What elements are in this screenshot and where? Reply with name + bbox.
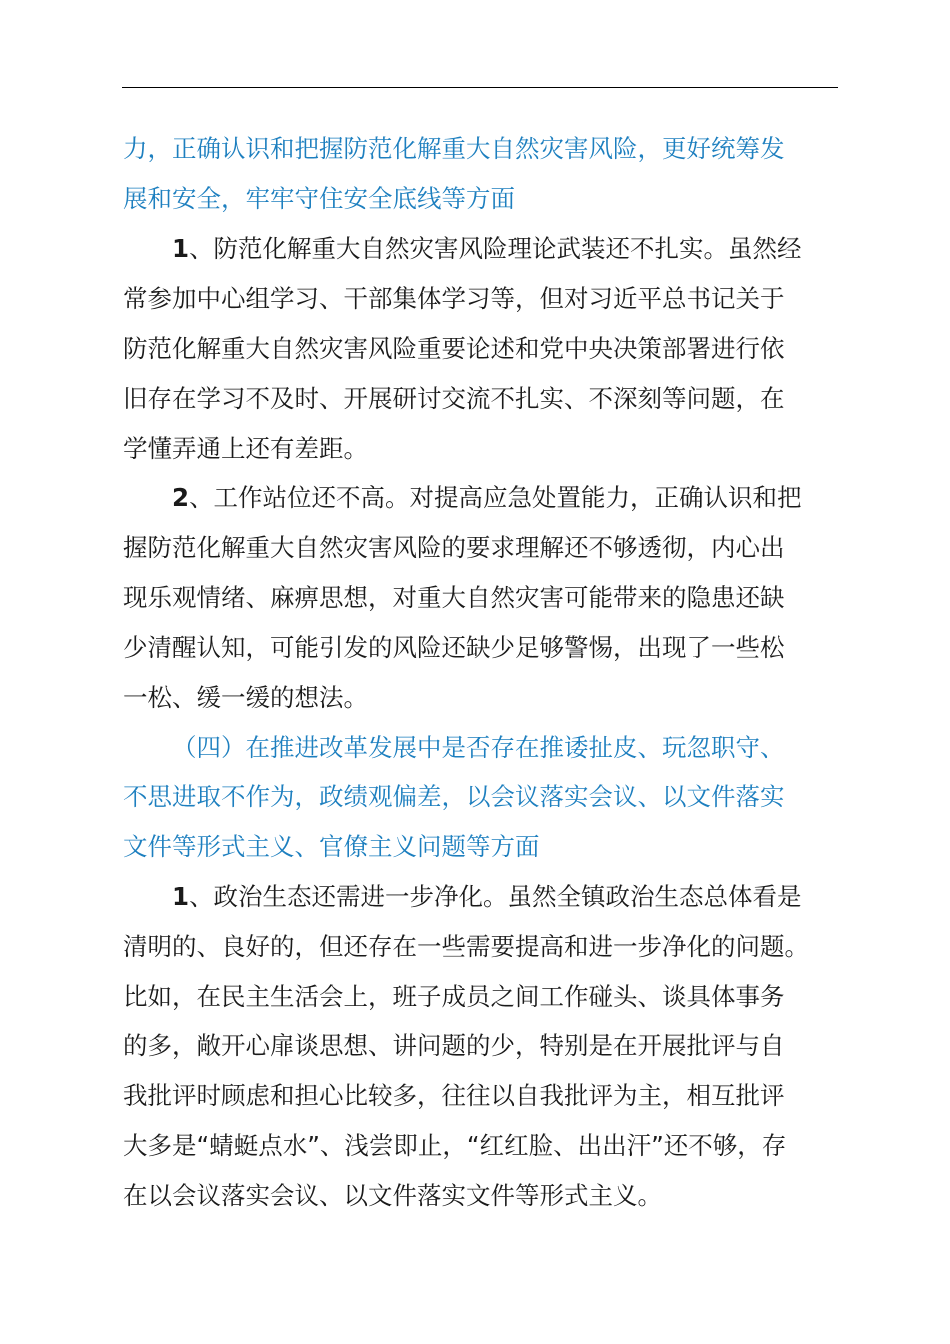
item-3-2-line-5: 一松、缓一缓的想法。 <box>123 683 368 712</box>
item-4-1-line-2: 清明的、良好的，但还存在一些需要提高和进一步净化的问题。 <box>123 932 809 961</box>
item-4-1-first-line-text: 、政治生态还需进一步净化。虽然全镇政治生态总体看是 <box>189 882 802 911</box>
item-3-2-line-3: 现乐观情绪、麻痹思想，对重大自然灾害可能带来的隐患还缺 <box>123 583 785 612</box>
heading-4-line-2: 不思进取不作为，政绩观偏差，以会议落实会议、以文件落实 <box>123 782 785 811</box>
item-4-1-number: 1 <box>172 882 190 911</box>
item-4-1-first-line <box>172 882 802 912</box>
item-3-1-line-3: 防范化解重大自然灾害风险重要论述和党中央决策部署进行依 <box>123 334 785 363</box>
item-3-1-line-4: 旧存在学习不及时、开展研讨交流不扎实、不深刻等问题，在 <box>123 384 785 413</box>
item-3-1-first-line <box>172 234 802 264</box>
item-3-2-first-line <box>172 483 802 513</box>
item-3-1-line-2: 常参加中心组学习、干部集体学习等，但对习近平总书记关于 <box>123 284 785 313</box>
item-4-1-line-6: 大多是“蜻蜓点水”、浅尝即止，“红红脸、出出汗”还不够，存 <box>123 1131 787 1160</box>
item-3-2-number: 2 <box>172 483 190 512</box>
item-4-1-line-5: 我批评时顾虑和担心比较多，往往以自我批评为主，相互批评 <box>123 1081 785 1110</box>
item-3-1-number: 1 <box>172 234 190 263</box>
item-3-1-first-line-text: 、防范化解重大自然灾害风险理论武装还不扎实。虽然经 <box>189 234 802 263</box>
item-3-2-first-line-text: 、工作站位还不高。对提高应急处置能力，正确认识和把 <box>189 483 802 512</box>
heading-4-line-1: （四）在推进改革发展中是否存在推诿扯皮、玩忽职守、 <box>172 733 785 762</box>
item-3-2-line-4: 少清醒认知，可能引发的风险还缺少足够警惕，出现了一些松 <box>123 633 785 662</box>
heading-4-line-3: 文件等形式主义、官僚主义问题等方面 <box>123 832 540 861</box>
heading-continuation-line-2: 展和安全，牢牢守住安全底线等方面 <box>123 184 515 213</box>
header-rule <box>122 87 838 88</box>
heading-continuation-line-1: 力，正确认识和把握防范化解重大自然灾害风险，更好统筹发 <box>123 134 785 163</box>
item-4-1-line-3: 比如，在民主生活会上，班子成员之间工作碰头、谈具体事务 <box>123 982 785 1011</box>
item-3-1-line-5: 学懂弄通上还有差距。 <box>123 434 368 463</box>
item-4-1-line-7: 在以会议落实会议、以文件落实文件等形式主义。 <box>123 1181 662 1210</box>
item-4-1-line-4: 的多，敞开心扉谈思想、讲问题的少，特别是在开展批评与自 <box>123 1031 785 1060</box>
item-3-2-line-2: 握防范化解重大自然灾害风险的要求理解还不够透彻，内心出 <box>123 533 785 562</box>
